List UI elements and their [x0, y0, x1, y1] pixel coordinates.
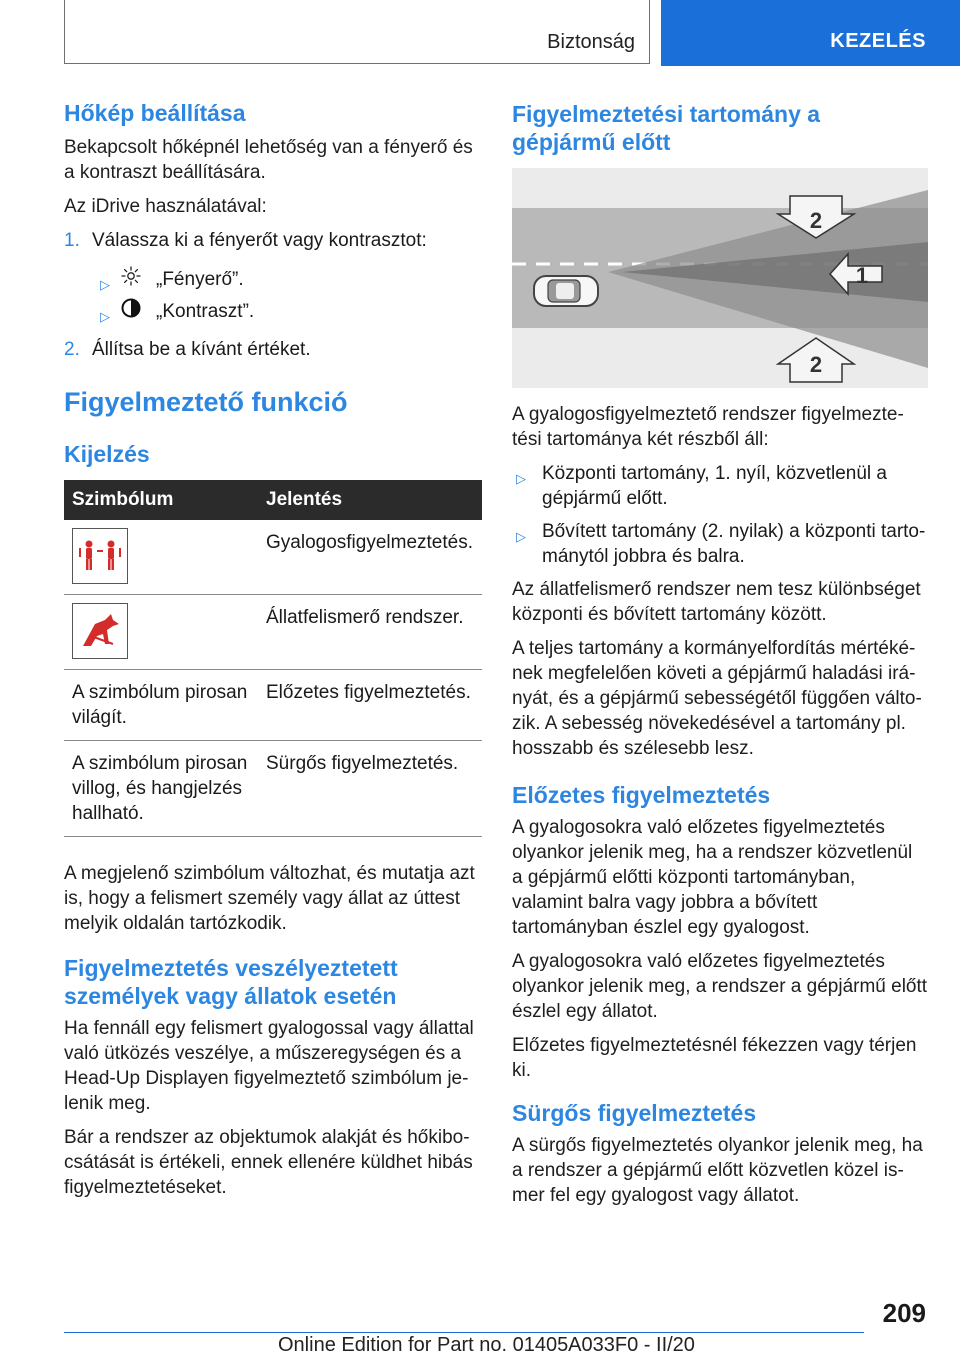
triangle-bullet-icon: ▷ — [516, 471, 526, 486]
para-elozetes-1: A gyalogosokra való előzetes figyelmeztetés olyankor jelenik meg, ha a rendszer közvetlenül a gépjármű előtti központi tartományban, valamint balra vagy jobbra a bővített tartományban észlel egy gyalogost. — [512, 817, 913, 938]
para-ket-reszbol: A gyalogosfigyelmeztető rendszer figyelmezte-tési tartománya két részből áll: — [512, 404, 904, 450]
sub-item-contrast[interactable] — [88, 295, 482, 327]
para-elozetes-3: Előzetes figyelmeztetésnél fékezzen vagy térjen ki. — [512, 1035, 917, 1081]
sub-item-label: „Kontraszt”. — [156, 300, 255, 322]
list-item — [512, 519, 928, 569]
step-text: Válassza ki a fényerőt vagy kontrasztot: — [92, 230, 427, 251]
table-cell-symbol: A szimbólum pirosan villog, és hangjelzés hallható. — [64, 741, 258, 837]
footer-divider — [64, 1332, 864, 1333]
left-column — [64, 100, 482, 1209]
heading-elozetes: Előzetes figyelmeztetés — [512, 782, 771, 808]
triangle-bullet-icon: ▷ — [516, 529, 526, 544]
table-cell-symbol — [64, 520, 258, 595]
header-tab-label: KEZELÉS — [830, 30, 926, 52]
list-item-text: Központi tartomány, 1. nyíl, közvetlenül a gépjármű előtt. — [542, 463, 887, 509]
heading-kijelzes: Kijelzés — [64, 441, 150, 467]
figure-label-center: 1 — [855, 263, 869, 288]
table-row — [64, 595, 482, 670]
warning-range-figure — [512, 168, 928, 388]
steps-list — [64, 228, 482, 362]
para-allat: Az állatfelismerő rendszer nem tesz különbséget központi és bővített tartomány között. — [512, 579, 921, 625]
sub-list — [88, 263, 482, 327]
para-elozetes-2: A gyalogosokra való előzetes figyelmeztetés olyankor jelenik meg, a rendszer a gépjármű előtt észlel egy állatot. — [512, 951, 928, 1022]
heading-hokep: Hőkép beállítása — [64, 100, 246, 126]
step-item — [64, 337, 482, 362]
header-section-box — [64, 0, 650, 64]
figure-label-bottom: 2 — [809, 352, 823, 377]
page-number: 209 — [882, 1298, 926, 1328]
brightness-icon — [120, 265, 144, 294]
para-fennall: Ha fennáll egy felismert gyalogossal vagy állattal való ütközés veszélye, a műszeregységen és a Head-Up Displayen figyelmeztető szimbólum je-lenik meg. — [64, 1018, 474, 1114]
triangle-bullet-icon: ▷ — [100, 309, 110, 324]
table-cell-symbol — [64, 595, 258, 670]
para-surgos: A sürgős figyelmeztetés olyankor jelenik meg, ha a rendszer a gépjármű előtt közvetlen közel is-mer fel egy gyalogost vagy állatot. — [512, 1135, 923, 1206]
list-item — [512, 461, 928, 511]
heading-surgos: Sürgős figyelmeztetés — [512, 1100, 757, 1126]
step-number: 1. — [64, 230, 80, 251]
table-header-symbol: Szimbólum — [64, 480, 258, 520]
heading-tartomany: Figyelmeztetési tartomány a gépjármű előtt — [512, 101, 821, 155]
para-teljes: A teljes tartomány a kormányelfordítás mértéké-nek megfelelően követi a gépjármű haladási irá-nyát, és a gépjármű sebességétől függően válto-zik. A sebesség növekedésével a tartomány pl. hosszabb és szélesebb lesz. — [512, 638, 922, 759]
sub-item-brightness[interactable] — [88, 263, 482, 295]
table-cell-meaning: Gyalogosfigyelmeztetés. — [258, 520, 482, 595]
table-cell-symbol: A szimbólum pirosan világít. — [64, 670, 258, 741]
sub-item-label: „Fényerő”. — [156, 268, 244, 290]
heading-veszely: Figyelmeztetés veszélyeztetett személyek vagy állatok esetén — [64, 955, 398, 1009]
table-cell-meaning: Állatfelismerő rendszer. — [258, 595, 482, 670]
pedestrian-warning-icon — [72, 528, 128, 584]
table-header-row — [64, 480, 482, 520]
contrast-icon — [120, 297, 144, 326]
step-text: Állítsa be a kívánt értéket. — [92, 339, 311, 360]
table-row — [64, 670, 482, 741]
table-cell-meaning: Sürgős figyelmeztetés. — [258, 741, 482, 837]
header-section-title: Biztonság — [547, 31, 635, 53]
triangle-bullet-icon: ▷ — [100, 277, 110, 292]
symbol-table — [64, 480, 482, 837]
animal-warning-icon — [72, 603, 128, 659]
header-tab-kezeles[interactable] — [661, 0, 960, 66]
table-header-meaning: Jelentés — [258, 480, 482, 520]
heading-funkcio: Figyelmeztető funkció — [64, 387, 348, 417]
table-row — [64, 741, 482, 837]
table-row — [64, 520, 482, 595]
step-item — [64, 228, 482, 327]
range-bullet-list — [512, 461, 928, 569]
list-item-text: Bővített tartomány (2. nyilak) a központi tarto-mánytól jobbra és balra. — [542, 521, 926, 567]
step-number: 2. — [64, 339, 80, 360]
table-cell-meaning: Előzetes figyelmeztetés. — [258, 670, 482, 741]
right-column — [512, 100, 928, 1217]
figure-label-top: 2 — [809, 208, 823, 233]
para-idrive: Az iDrive használatával: — [64, 196, 267, 217]
para-bar: Bár a rendszer az objektumok alakját és hőkibo-csátását is értékeli, ennek ellenére küldhet hibás figyelmeztetéseket. — [64, 1127, 473, 1198]
para-megjeleno: A megjelenő szimbólum változhat, és mutatja azt is, hogy a felismert személy vagy állat az úttest melyik oldalán tartózkodik. — [64, 863, 475, 934]
edition-text: Online Edition for Part no. 01405A033F0 - II/20 — [278, 1334, 695, 1356]
para-hokep: Bekapcsolt hőképnél lehetőség van a fényerő és a kontraszt beállítására. — [64, 137, 473, 183]
